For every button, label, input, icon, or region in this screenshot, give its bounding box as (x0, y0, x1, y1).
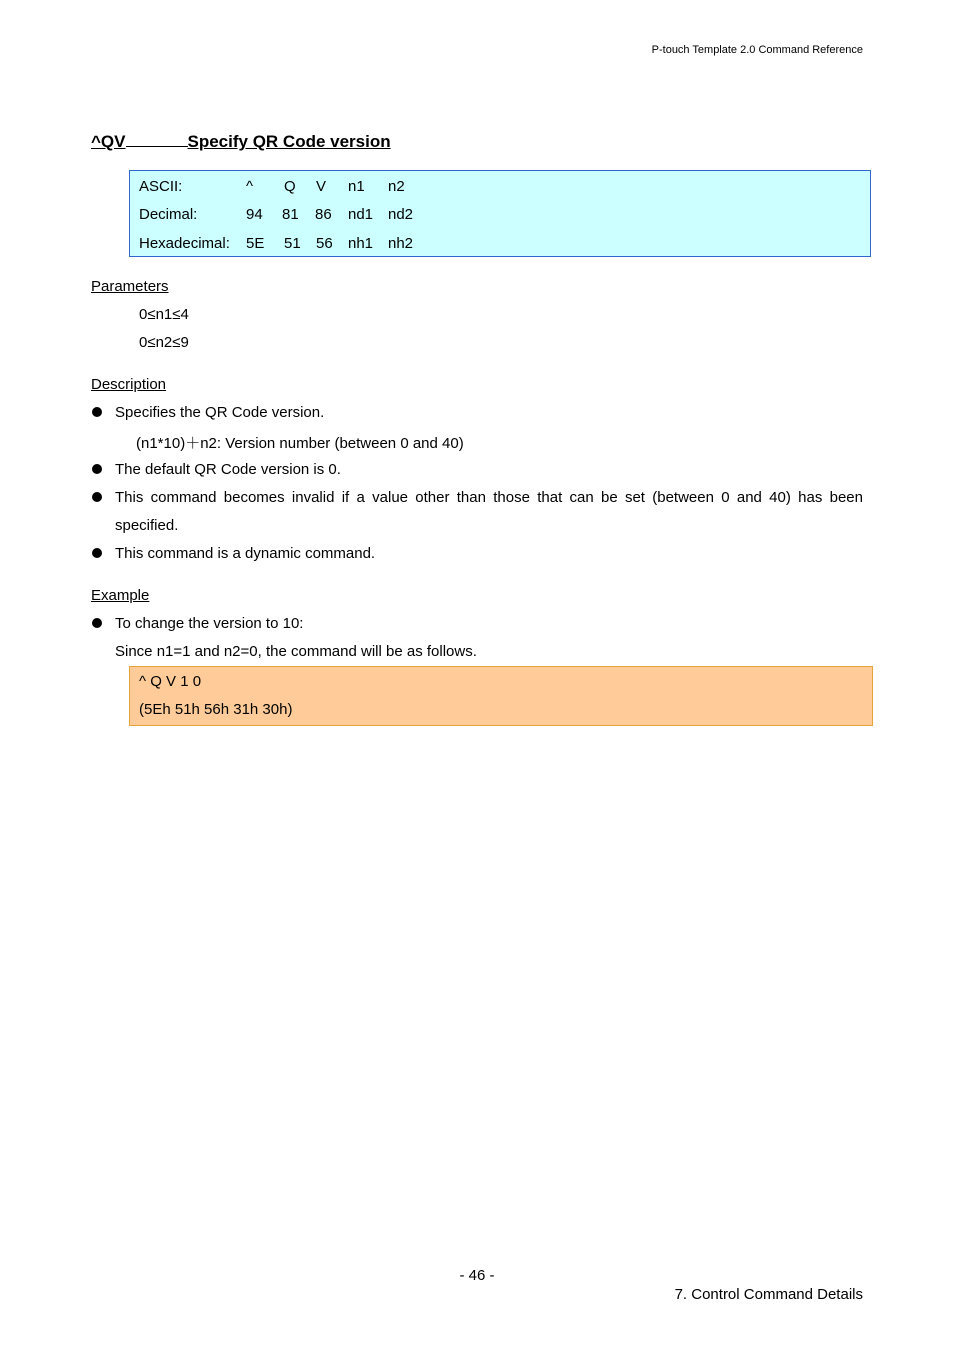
description-item: This command is a dynamic command. (115, 545, 376, 562)
example-item: To change the version to 10: (115, 615, 304, 632)
row-value: 56 (316, 235, 333, 252)
row-value: 5E (246, 235, 265, 252)
row-value: 51 (284, 235, 301, 252)
command-name: ^QV (91, 132, 126, 151)
row-value: nh2 (388, 235, 414, 252)
row-value: Q (284, 178, 296, 195)
document-header: P-touch Template 2.0 Command Reference (651, 44, 863, 56)
bullet-icon (92, 548, 102, 558)
parameters-heading: Parameters (91, 278, 169, 295)
row-value: n1 (348, 178, 365, 195)
row-label: Hexadecimal: (139, 235, 230, 252)
page-title (91, 132, 391, 152)
command-title: Specify QR Code version (187, 132, 391, 151)
description-item: The default QR Code version is 0. (115, 461, 341, 478)
row-label: Decimal: (139, 206, 198, 223)
description-heading: Description (91, 376, 167, 393)
description-item: This command becomes invalid if a value other than those that can be set (between 0 and 40) has been (115, 489, 863, 506)
row-value: nh1 (348, 235, 374, 252)
row-value: 86 (315, 206, 332, 223)
row-value: nd2 (388, 206, 414, 223)
description-item-continued: specified. (115, 517, 179, 534)
command-table (129, 170, 871, 257)
row-value: 94 (246, 206, 263, 223)
example-code-box (129, 666, 873, 726)
row-value: ^ (246, 178, 254, 195)
footer-section-title: 7. Control Command Details (674, 1286, 863, 1303)
example-code-ascii: ^ Q V 1 0 (139, 673, 202, 690)
title-gap (126, 145, 188, 147)
example-explanation: Since n1=1 and n2=0, the command will be as follows. (115, 643, 477, 660)
version-formula: (n1*10)＋n2: Version number (between 0 and 40) (136, 435, 464, 452)
example-code-hex: (5Eh 51h 56h 31h 30h) (139, 701, 293, 718)
page-number: - 46 - (459, 1267, 495, 1284)
bullet-icon (92, 618, 102, 628)
row-label: ASCII: (139, 178, 183, 195)
bullet-icon (92, 464, 102, 474)
row-value: 81 (282, 206, 299, 223)
parameter-n2: 0≤n2≤9 (139, 334, 189, 351)
row-value: V (316, 178, 327, 195)
description-item: Specifies the QR Code version. (115, 404, 325, 421)
example-heading: Example (91, 587, 150, 604)
row-value: nd1 (348, 206, 374, 223)
bullet-icon (92, 492, 102, 502)
parameter-n1: 0≤n1≤4 (139, 306, 189, 323)
row-value: n2 (388, 178, 405, 195)
bullet-icon (92, 407, 102, 417)
